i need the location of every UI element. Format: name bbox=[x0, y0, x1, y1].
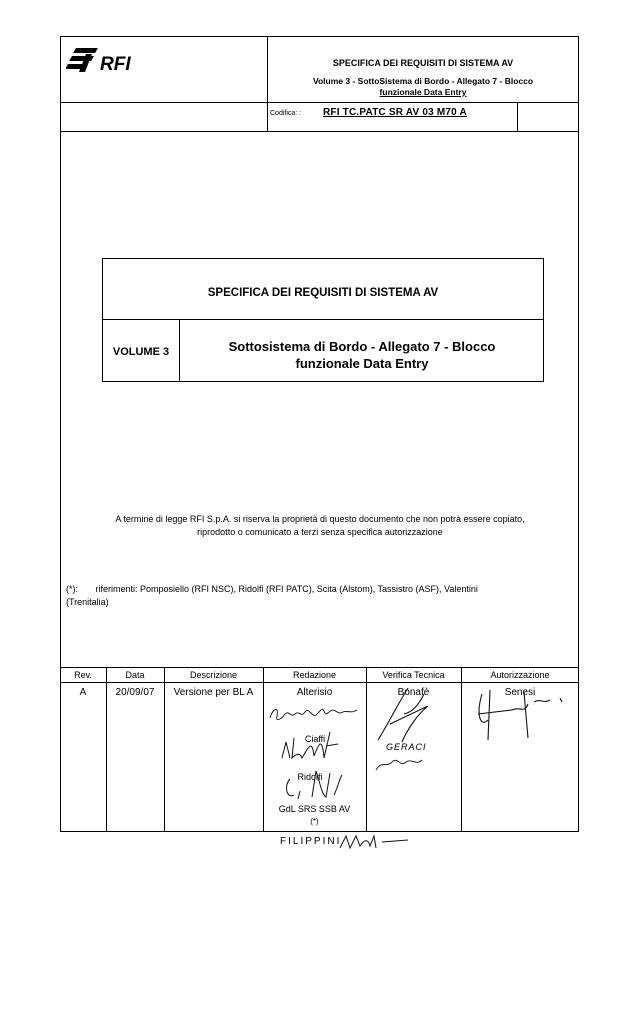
col-header-descrizione: Descrizione bbox=[189, 670, 238, 680]
codifica-value: RFI TC.PATC SR AV 03 M70 A bbox=[323, 107, 467, 118]
handwritten-filippini: FILIPPINI bbox=[280, 836, 342, 847]
cell-data: 20/09/07 bbox=[115, 687, 155, 698]
cell-redazione-gdl: GdL SRS SSB AV bbox=[278, 804, 351, 814]
cover-box-rule bbox=[102, 319, 544, 320]
references bbox=[66, 583, 576, 609]
volume-desc-line-1: Sottosistema di Bordo - Allegato 7 - Blocco bbox=[228, 339, 496, 354]
cell-rev: A bbox=[79, 687, 87, 698]
cell-descrizione: Versione per BL A bbox=[173, 687, 254, 698]
table-top-rule bbox=[60, 667, 579, 668]
signature-geraci bbox=[372, 752, 432, 774]
codifica-divider bbox=[517, 102, 518, 131]
cell-verifica: Bonafè bbox=[397, 687, 430, 698]
header-subtitle-2: funzionale Data Entry bbox=[379, 87, 467, 97]
volume-label: VOLUME 3 bbox=[112, 346, 170, 358]
cell-redazione-ref: (*) bbox=[310, 817, 319, 826]
signature-filippini bbox=[338, 832, 412, 852]
header-subtitle-1: Volume 3 - SottoSistema di Bordo - Allegato 7 - Blocco bbox=[312, 76, 534, 86]
cell-redazione-alterisio: Alterisio bbox=[296, 687, 333, 698]
legal-line-1: A termine di legge RFI S.p.A. si riserva la proprietà di questo documento che non potrà essere copiato, bbox=[115, 514, 525, 524]
rfi-logo-icon bbox=[66, 42, 166, 78]
table-header-rule bbox=[60, 682, 579, 683]
header-title: SPECIFICA DEI REQUISITI DI SISTEMA AV bbox=[332, 58, 514, 68]
legal-notice bbox=[66, 513, 574, 539]
cell-redazione-ridolfi: Ridolfi bbox=[297, 772, 323, 782]
col-header-rev: Rev. bbox=[74, 670, 92, 680]
header-bottom-rule bbox=[60, 131, 579, 132]
volume-desc-line-2: funzionale Data Entry bbox=[295, 356, 429, 371]
handwritten-geraci: GERACI bbox=[386, 742, 427, 752]
codifica-label: Codifica: : bbox=[270, 110, 302, 117]
references-line-1: (*): riferimenti: Pomposiello (RFI NSC), Ridolfi (RFI PATC), Scita (Alstom), Tassistro (ASF), Valentini bbox=[66, 584, 478, 594]
signature-senesi bbox=[468, 684, 568, 744]
cell-autorizzazione: Senesi bbox=[504, 687, 536, 698]
col-header-autorizzazione: Autorizzazione bbox=[490, 670, 550, 680]
col-header-redazione: Redazione bbox=[292, 670, 337, 680]
cell-redazione-ciaffi: Ciaffi bbox=[304, 734, 326, 744]
legal-line-2: riprodotto o comunicato a terzi senza specifica autorizzazione bbox=[197, 527, 443, 537]
header-rule bbox=[60, 102, 579, 103]
col-header-verifica: Verifica Tecnica bbox=[382, 670, 445, 680]
signature-alterisio bbox=[265, 700, 365, 726]
col-header-data: Data bbox=[125, 670, 145, 680]
signature-ciaffi bbox=[278, 728, 348, 768]
references-line-2: (Trenitalia) bbox=[66, 597, 109, 607]
signature-bonafe bbox=[368, 684, 458, 746]
volume-description bbox=[180, 338, 544, 372]
cover-title: SPECIFICA DEI REQUISITI DI SISTEMA AV bbox=[207, 287, 439, 299]
rfi-logo bbox=[66, 42, 166, 78]
logo-text: RFI bbox=[100, 54, 131, 75]
signature-ridolfi bbox=[282, 765, 352, 805]
